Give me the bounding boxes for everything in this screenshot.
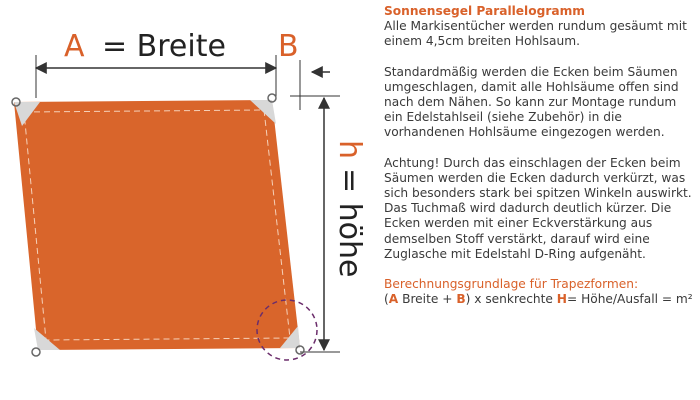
d-ring-bottom-left <box>32 348 40 356</box>
calc-open: ( <box>384 292 389 307</box>
d-ring-bottom-right <box>296 346 304 354</box>
calc-mid1: Breite + <box>398 292 457 307</box>
paragraph-hem: Alle Markisentücher werden rundum gesäumt mit einem 4,5cm breiten Hohlsaum. <box>384 19 687 49</box>
description-panel <box>384 4 696 307</box>
calc-a: A <box>388 292 399 307</box>
calc-title: Berechnungsgrundlage für Trapezformen: <box>384 277 639 292</box>
calc-mid2: ) x senkrechte <box>465 292 557 307</box>
label-a-rest: = Breite <box>102 29 226 64</box>
label-b: B <box>278 29 299 64</box>
calc-formula <box>384 292 696 307</box>
calc-end: = Höhe/Ausfall = m² <box>566 292 693 307</box>
label-h-rest: = höhe <box>332 168 367 278</box>
panel-title: Sonnensegel Parallelogramm <box>384 4 585 18</box>
label-a: A <box>64 29 85 64</box>
sail-parallelogram <box>14 100 300 350</box>
label-h: h <box>332 140 367 160</box>
calc-h: H <box>556 292 567 307</box>
paragraph-warning: Achtung! Durch das einschlagen der Ecken beim Säumen werden die Ecken dadurch verkürzt, was sich besonders stark bei spitzen Winkeln auswirkt. Das Tuchmaß wird dadurch deutlich kürzer. Die Ecken werden mit einer Eckverstärkung aus demselben Stoff verstärkt, darauf wird eine Zuglasche mit Edelstahl D-Ring aufgenäht. <box>384 155 692 261</box>
calc-b: B <box>456 292 466 307</box>
paragraph-standard: Standardmäßig werden die Ecken beim Säumen umgeschlagen, damit alle Hohlsäume offen sind nach dem Nähen. So kann zur Montage rundum ein Edelstahlseil (siehe Zubehör) in die vorhandenen Hohlsäume eingezogen werden. <box>384 64 679 140</box>
